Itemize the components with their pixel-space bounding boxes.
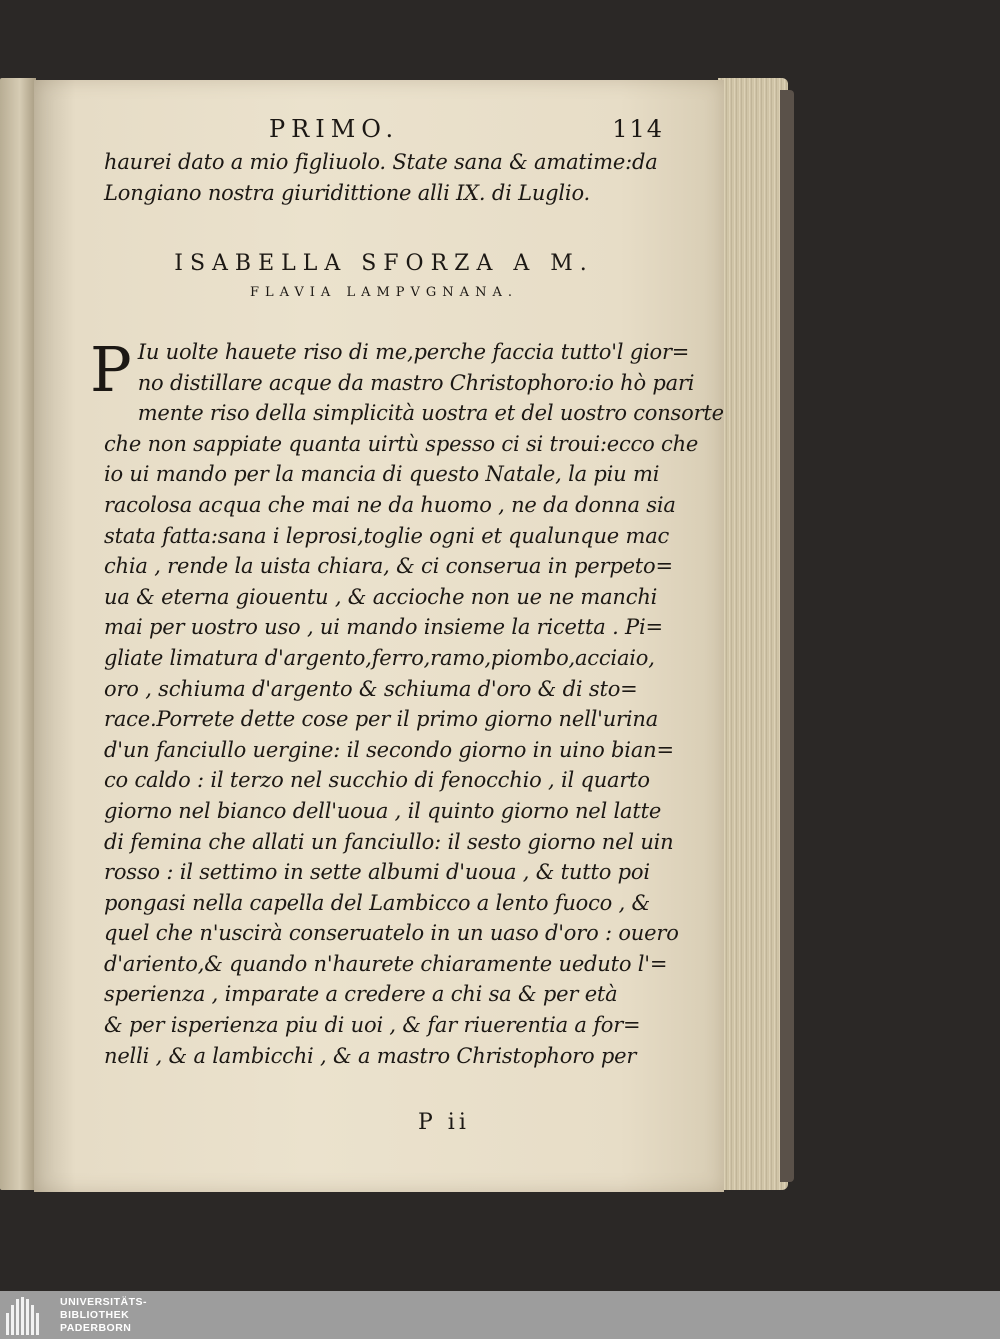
text-line: stata fatta:sana i leprosi,toglie ogni et qualunque mac <box>104 523 670 548</box>
library-name-line: BIBLIOTHEK <box>60 1309 130 1321</box>
text-line: no distillare acque da mastro Christophoro:io hò pari <box>137 370 695 395</box>
text-line: gliate limatura d'argento,ferro,ramo,piombo,acciaio, <box>104 645 655 670</box>
text-line: quel che n'uscirà conseruatelo in un uaso d'oro : ouero <box>104 921 679 946</box>
text-line: Iu uolte hauete riso di me,perche faccia tutto'l gior= <box>137 340 690 364</box>
book-page <box>34 80 724 1192</box>
text-line: racolosa acqua che mai ne da huomo , ne da donna sia <box>104 492 676 517</box>
text-line: che non sappiate quanta uirtù spesso ci si troui:ecco che <box>104 431 699 456</box>
text-line: giorno nel bianco dell'uoua , il quinto giorno nel latte <box>104 798 662 823</box>
text-line: io ui mando per la mancia di questo Natale, la piu mi <box>104 462 660 487</box>
library-logo-icon <box>6 1297 50 1335</box>
folio-number: 114 <box>612 115 664 143</box>
left-page-edge <box>0 78 36 1190</box>
library-banner <box>0 1291 1000 1339</box>
letter-body <box>90 333 724 1071</box>
text-line: d'un fanciullo uergine: il secondo giorno in uino bian= <box>104 737 674 762</box>
book-cover-edge <box>780 90 794 1182</box>
page-block-edges <box>718 78 788 1190</box>
signature-mark: P ii <box>418 1110 470 1135</box>
previous-letter-closing <box>104 147 664 209</box>
text-line: sperienza , imparate a credere a chi sa & per età <box>104 982 618 1007</box>
page-text-block <box>90 115 724 1071</box>
running-head <box>269 115 664 147</box>
text-line: pongasi nella capella del Lambicco a lento fuoco , & <box>104 890 651 915</box>
text-line: ua & eterna giouentu , & accioche non ue ne manchi <box>104 584 658 609</box>
text-line: race.Porrete dette cose per il primo giorno nell'urina <box>104 707 659 732</box>
text-line: haurei dato a mio figliuolo. State sana & amatime:da <box>104 150 658 174</box>
text-line: nelli , & a lambicchi , & a mastro Christophoro per <box>104 1043 637 1068</box>
text-line: mai per uostro uso , ui mando insieme la ricetta . Pi= <box>104 615 663 640</box>
library-name <box>60 1296 147 1335</box>
library-name-line: UNIVERSITÄTS- <box>60 1296 148 1308</box>
text-line: Longiano nostra giuridittione alli IX. di Luglio. <box>104 181 590 205</box>
letter-recipient: FLAVIA LAMPVGNANA. <box>250 285 518 300</box>
text-line: oro , schiuma d'argento & schiuma d'oro & di sto= <box>104 676 638 701</box>
library-name-line: PADERBORN <box>60 1322 132 1334</box>
text-line: rosso : il settimo in sette albumi d'uoua , & tutto poi <box>104 860 650 885</box>
running-head-title: PRIMO. <box>269 115 400 143</box>
text-line: chia , rende la uista chiara, & ci conserua in perpeto= <box>104 554 673 579</box>
text-line: d'ariento,& quando n'haurete chiaramente ueduto l'= <box>104 951 668 976</box>
text-line: & per isperienza piu di uoi , & far riuerentia a for= <box>104 1013 641 1038</box>
text-line: co caldo : il terzo nel succhio di fenocchio , il quarto <box>104 768 650 793</box>
letter-heading: ISABELLA SFORZA A M. <box>174 251 594 276</box>
text-line: di femina che allati un fanciullo: il sesto giorno nel uin <box>104 829 674 854</box>
text-line: mente riso della simplicità uostra et del uostro consorte <box>137 401 724 426</box>
drop-initial: P <box>90 333 132 406</box>
